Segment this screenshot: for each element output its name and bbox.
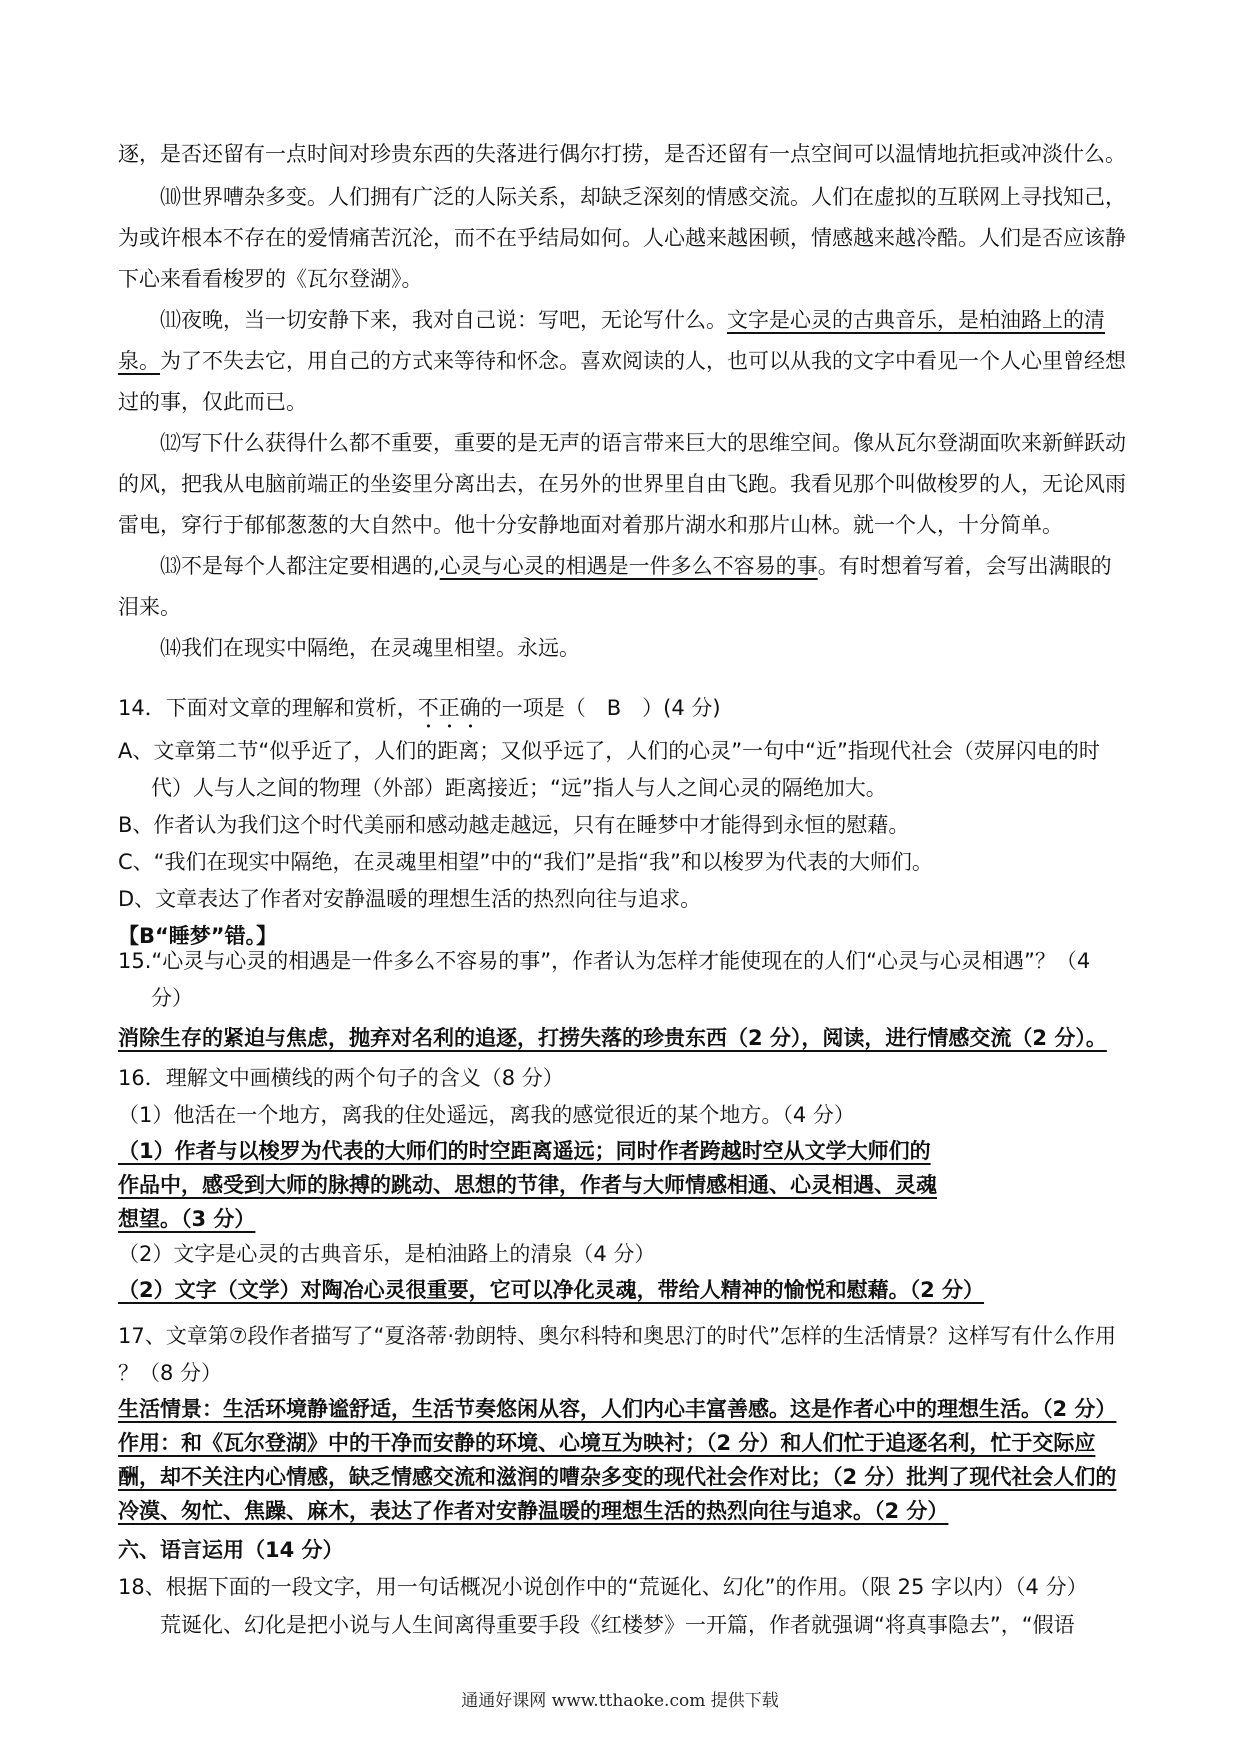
paragraph-11-text-a: ⑾夜晚，当一切安静下来，我对自己说：写吧，无论写什么。 — [160, 308, 727, 332]
paragraph-11-text-b: 为了不失去它，用自己的方式来等待和怀念。喜欢阅读的人，也可以从我的文字中看见一个人心里曾经想过的事，仅此而已。 — [118, 349, 1126, 414]
question-18-text: 荒诞化、幻化是把小说与人生间离得重要手段《红楼梦》一开篇，作者就强调“将真事隐去”，“假语 — [160, 1613, 1075, 1637]
question-16-answer-1-line-3: 想望。（3 分） — [118, 1207, 256, 1231]
question-17-stem: 17、文章第⑦段作者描写了“夏洛蒂·勃朗特、奥尔科特和奥思汀的时代”怎样的生活情景？这样写有什么作用 ？（8 分） — [118, 1324, 1116, 1385]
question-16-answer-1-line-1: （1）作者与以梭罗为代表的大师们的时空距离遥远；同时作者跨越时空从文学大师们的 — [118, 1139, 931, 1163]
section-6 — [118, 1532, 1128, 1645]
paragraph-13 — [118, 546, 1128, 628]
paragraph-12: ⑿写下什么获得什么都不重要，重要的是无声的语言带来巨大的思维空间。像从瓦尔登湖面吹来新鲜跃动的风，把我从电脑前端正的坐姿里分离出去，在另外的世界里自由飞跑。我看见那个叫做梭罗的人，无论风雨雷电，穿行于郁郁葱葱的大自然中。他十分安静地面对着那片湖水和那片山林。就一个人，十分简单。 — [118, 431, 1126, 537]
underlined-sentence-2: 文字是心灵的古典音乐，是柏油路上的清泉。 — [118, 308, 1105, 373]
option-a: A、文章第二节“似乎近了，人们的距离；又似乎远了，人们的心灵”一句中“近”指现代社会（荧屏闪电的时代）人与人之间的物理（外部）距离接近；“远”指人与人之间心灵的隔绝加大。 — [118, 739, 1100, 800]
question-14-stem — [118, 690, 1128, 733]
question-16 — [118, 1060, 1128, 1307]
question-16-answer-1-line-2: 作品中，感受到大师的脉搏的跳动、思想的节律，作者与大师情感相通、心灵相遇、灵魂 — [118, 1173, 937, 1197]
option-b: B、作者认为我们这个时代美丽和感动越走越远，只有在睡梦中才能得到永恒的慰藉。 — [118, 813, 910, 837]
question-16-answer-2: （2）文字（文学）对陶冶心灵很重要，它可以净化灵魂，带给人精神的愉悦和慰藉。（2 分） — [118, 1278, 985, 1302]
section-6-heading: 六、语言运用（14 分） — [118, 1538, 344, 1562]
emphasis-not-correct: 不正确 — [417, 696, 481, 720]
paragraph-14: ⒁我们在现实中隔绝，在灵魂里相望。永远。 — [160, 636, 580, 660]
paragraph-10: ⑽世界嘈杂多变。人们拥有广泛的人际关系，却缺乏深刻的情感交流。人们在虚拟的互联网上寻找知己，为或许根本不存在的爱情痛苦沉沦，而不在乎结局如何。人心越来越困顿，情感越来越冷酷。人们是否应该静下心来看看梭罗的《瓦尔登湖》。 — [118, 185, 1126, 291]
page-footer: 通通好课网 www.tthaoke.com 提供下载 — [461, 1691, 779, 1711]
question-14-stem-a: 14．下面对文章的理解和赏析， — [118, 696, 418, 720]
option-d: D、文章表达了作者对安静温暖的理想生活的热烈向往与追求。 — [118, 887, 702, 911]
question-14-answer: 【B“睡梦”错。】 — [118, 924, 278, 948]
question-16-sub-1: （1）他活在一个地方，离我的住处遥远，离我的感觉很近的某个地方。（4 分） — [118, 1103, 855, 1127]
paragraph-11 — [118, 300, 1128, 423]
question-16-sub-2: （2）文字是心灵的古典音乐，是柏油路上的清泉（4 分） — [118, 1242, 656, 1266]
question-17 — [118, 1318, 1128, 1528]
question-14 — [118, 690, 1128, 955]
question-15-answer: 消除生存的紧迫与焦虑，抛弃对名利的追逐，打捞失落的珍贵东西（2 分），阅读，进行情感交流（2 分）。 — [118, 1026, 1107, 1050]
paragraph-continued: 逐，是否还留有一点时间对珍贵东西的失落进行偶尔打捞，是否还留有一点空间可以温情地抗拒或冲淡什么。 — [118, 142, 1126, 166]
question-15-stem: 15.“心灵与心灵的相遇是一件多么不容易的事”，作者认为怎样才能使现在的人们“心灵与心灵相遇”？（4 分） — [118, 949, 1091, 1010]
question-15 — [118, 943, 1128, 1055]
essay-body — [118, 134, 1128, 669]
question-17-answer-scene: 生活情景：生活环境静谧舒适，生活节奏悠闲从容，人们内心丰富善感。这是作者心中的理想生活。（2 分） — [118, 1397, 1117, 1421]
question-17-answer-function: 作用：和《瓦尔登湖》中的干净而安静的环境、心境互为映衬；（2 分）和人们忙于追逐名利，忙于交际应酬，却不关注内心情感，缺乏情感交流和滋润的嘈杂多变的现代社会作对比；（2 分）批判了现代社会人们的冷漠、匆忙、焦躁、麻木，表达了作者对安静温暖的理想生活的热烈向往与追求。（2 分） — [118, 1431, 1117, 1523]
underlined-sentence-quote: 心灵与心灵的相遇是一件多么不容易的事 — [439, 554, 818, 578]
question-16-stem: 16．理解文中画横线的两个句子的含义（8 分） — [118, 1066, 564, 1090]
question-18-stem: 18、根据下面的一段文字，用一句话概况小说创作中的“荒诞化、幻化”的作用。（限 25 字以内）（4 分） — [118, 1575, 1088, 1599]
option-c: C、“我们在现实中隔绝，在灵魂里相望”中的“我们”是指“我”和以梭罗为代表的大师们。 — [118, 850, 933, 874]
question-14-stem-b: 的一项是（ B ）(4 分) — [480, 696, 721, 720]
paragraph-13-text-a: ⒀不是每个人都注定要相遇的, — [160, 554, 440, 578]
paragraph-13-text-b: 。有时想着写着，会写出满眼的泪来。 — [118, 554, 1112, 619]
